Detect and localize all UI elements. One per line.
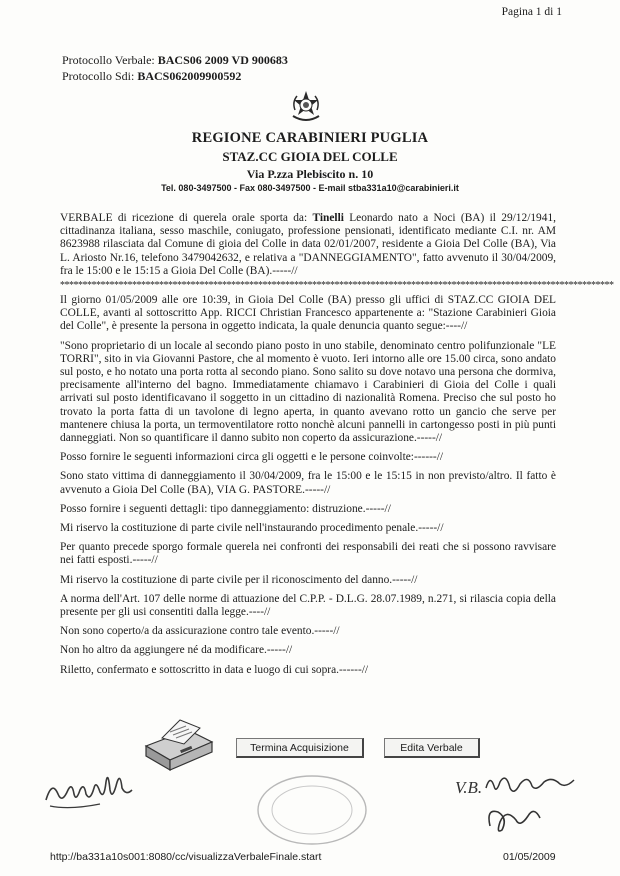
printer-icon[interactable]	[140, 716, 216, 774]
finish-acquisition-button[interactable]: Termina Acquisizione	[236, 738, 364, 758]
station-contacts: Tel. 080-3497500 - Fax 080-3497500 - E-mail stba331a10@carabinieri.it	[161, 183, 459, 193]
republic-emblem-icon	[288, 88, 324, 124]
officer-initials: V.B.	[455, 778, 483, 797]
paragraph: A norma dell'Art. 107 delle norme di attuazione del C.P.P. - D.L.G. 28.07.1989, n.271, si rilascia copia della presente per gli usi consentiti dalla legge.----//	[60, 592, 556, 619]
page-number: Pagina 1 di 1	[501, 6, 562, 18]
protocol-sdi-value: BACS062009900592	[137, 69, 242, 83]
protocol-verbal	[62, 53, 288, 68]
intro-rest: Leonardo nato a Noci (BA) il 29/12/1941, cittadinanza italiana, sesso maschile, coniugato, professione pensionati, identificato mediante C.I. nr. AM 8623988 rilasciata dal Comune di gioia del Colle in data 02/01/2007, residente a Gioia Del Colle (BA), Via L. Ariosto Nr.16, telefono 3479042632, e relativa a "DANNEGGIAMENTO", fatto avvenuto il 30/04/2009, fra le 15:00 e le 15:15 a Gioia Del Colle (BA).-----//	[60, 212, 556, 277]
separator-line: ***************************************************************************************************************************	[60, 280, 614, 292]
paragraph: Mi riservo la costituzione di parte civile per il riconoscimento del danno.-----//	[60, 573, 418, 586]
paragraph: "Sono proprietario di un locale al secondo piano posto in uno stabile, denominato centro polifunzionale "LE TORRI", sito in via Giovanni Pastore, che al momento è vuoto. Ieri intorno alle ore 15.00 circa, sono andato sul posto, e ho notato una porta rotta al secondo piano. Sono salito su dove notavo una persona che dormiva, precisamente all'interno del bagno. Immediatamente chiamavo i Carabinieri di Gioia del Colle i quali arrivati sul posto identificavano il soggetto in un cittadino di nazionalità Romena. Preciso che sul posto ho trovato la porta fatta di un tavolone di legno aperta, in quanto avevano rotto un gancio che serve per mantenere chiusa la porta, un termoventilatore rotto nonchè alcuni pannelli in cartongesso posti in più punti danneggiati. Non so quantificare il danno subito non coperto da assicurazione.-----//	[60, 339, 556, 445]
paragraph: Posso fornire i seguenti dettagli: tipo danneggiamento: distruzione.-----//	[60, 502, 391, 515]
station-title: STAZ.CC GIOIA DEL COLLE	[222, 149, 398, 164]
officer-signature	[480, 768, 580, 838]
protocol-verbal-label: Protocollo Verbale:	[62, 53, 155, 67]
stamp-seal	[252, 770, 372, 840]
region-title: REGIONE CARABINIERI PUGLIA	[191, 130, 429, 146]
paragraph: Non ho altro da aggiungere né da modificare.-----//	[60, 644, 293, 657]
protocol-sdi	[62, 69, 241, 84]
protocol-verbal-value: BACS06 2009 VD 900683	[157, 53, 288, 67]
complainant-surname: Tinelli	[312, 212, 344, 224]
intro-paragraph	[60, 212, 556, 278]
paragraph: Sono stato vittima di danneggiamento il 30/04/2009, fra le 15:00 e le 15:15 in non previsto/altro. Il fatto è avvenuto a Gioia Del Colle (BA), VIA G. PASTORE.-----//	[60, 470, 556, 496]
paragraph: Mi riservo la costituzione di parte civile nell'instaurando procedimento penale.-----//	[60, 522, 444, 535]
paragraph: Per quanto precede sporgo formale querela nei confronti dei responsabili dei reati che si possono ravvisare nei fatti esposti.-----//	[60, 541, 556, 567]
edit-report-button[interactable]: Edita Verbale	[384, 738, 480, 758]
station-address: Via P.zza Plebiscito n. 10	[246, 167, 374, 181]
paragraph: Posso fornire le seguenti informazioni circa gli oggetti e le persone coinvolte:------//	[60, 451, 444, 464]
report-body	[60, 212, 614, 683]
footer-date: 01/05/2009	[503, 851, 556, 863]
intro-prefix: VERBALE di ricezione di querela orale sporta da:	[60, 212, 308, 224]
paragraph: Il giorno 01/05/2009 alle ore 10:39, in Gioia Del Colle (BA) presso gli uffici di STAZ.CC GIOIA DEL COLLE, avanti al sottoscritto App. RICCI Christian Francesco appartenente a: "Stazione Carabinieri Gioia del Colle", è presente la persona in oggetto indicata, la quale denuncia quanto segue:----//	[60, 294, 556, 333]
paragraph: Riletto, confermato e sottoscritto in data e luogo di cui sopra.------//	[60, 663, 369, 676]
protocol-sdi-label: Protocollo Sdi:	[62, 69, 135, 83]
footer-url: http://ba331a10s001:8080/cc/visualizzaVerbaleFinale.start	[50, 851, 322, 863]
complainant-signature	[40, 760, 150, 812]
paragraph: Non sono coperto/a da assicurazione contro tale evento.-----//	[60, 625, 340, 638]
